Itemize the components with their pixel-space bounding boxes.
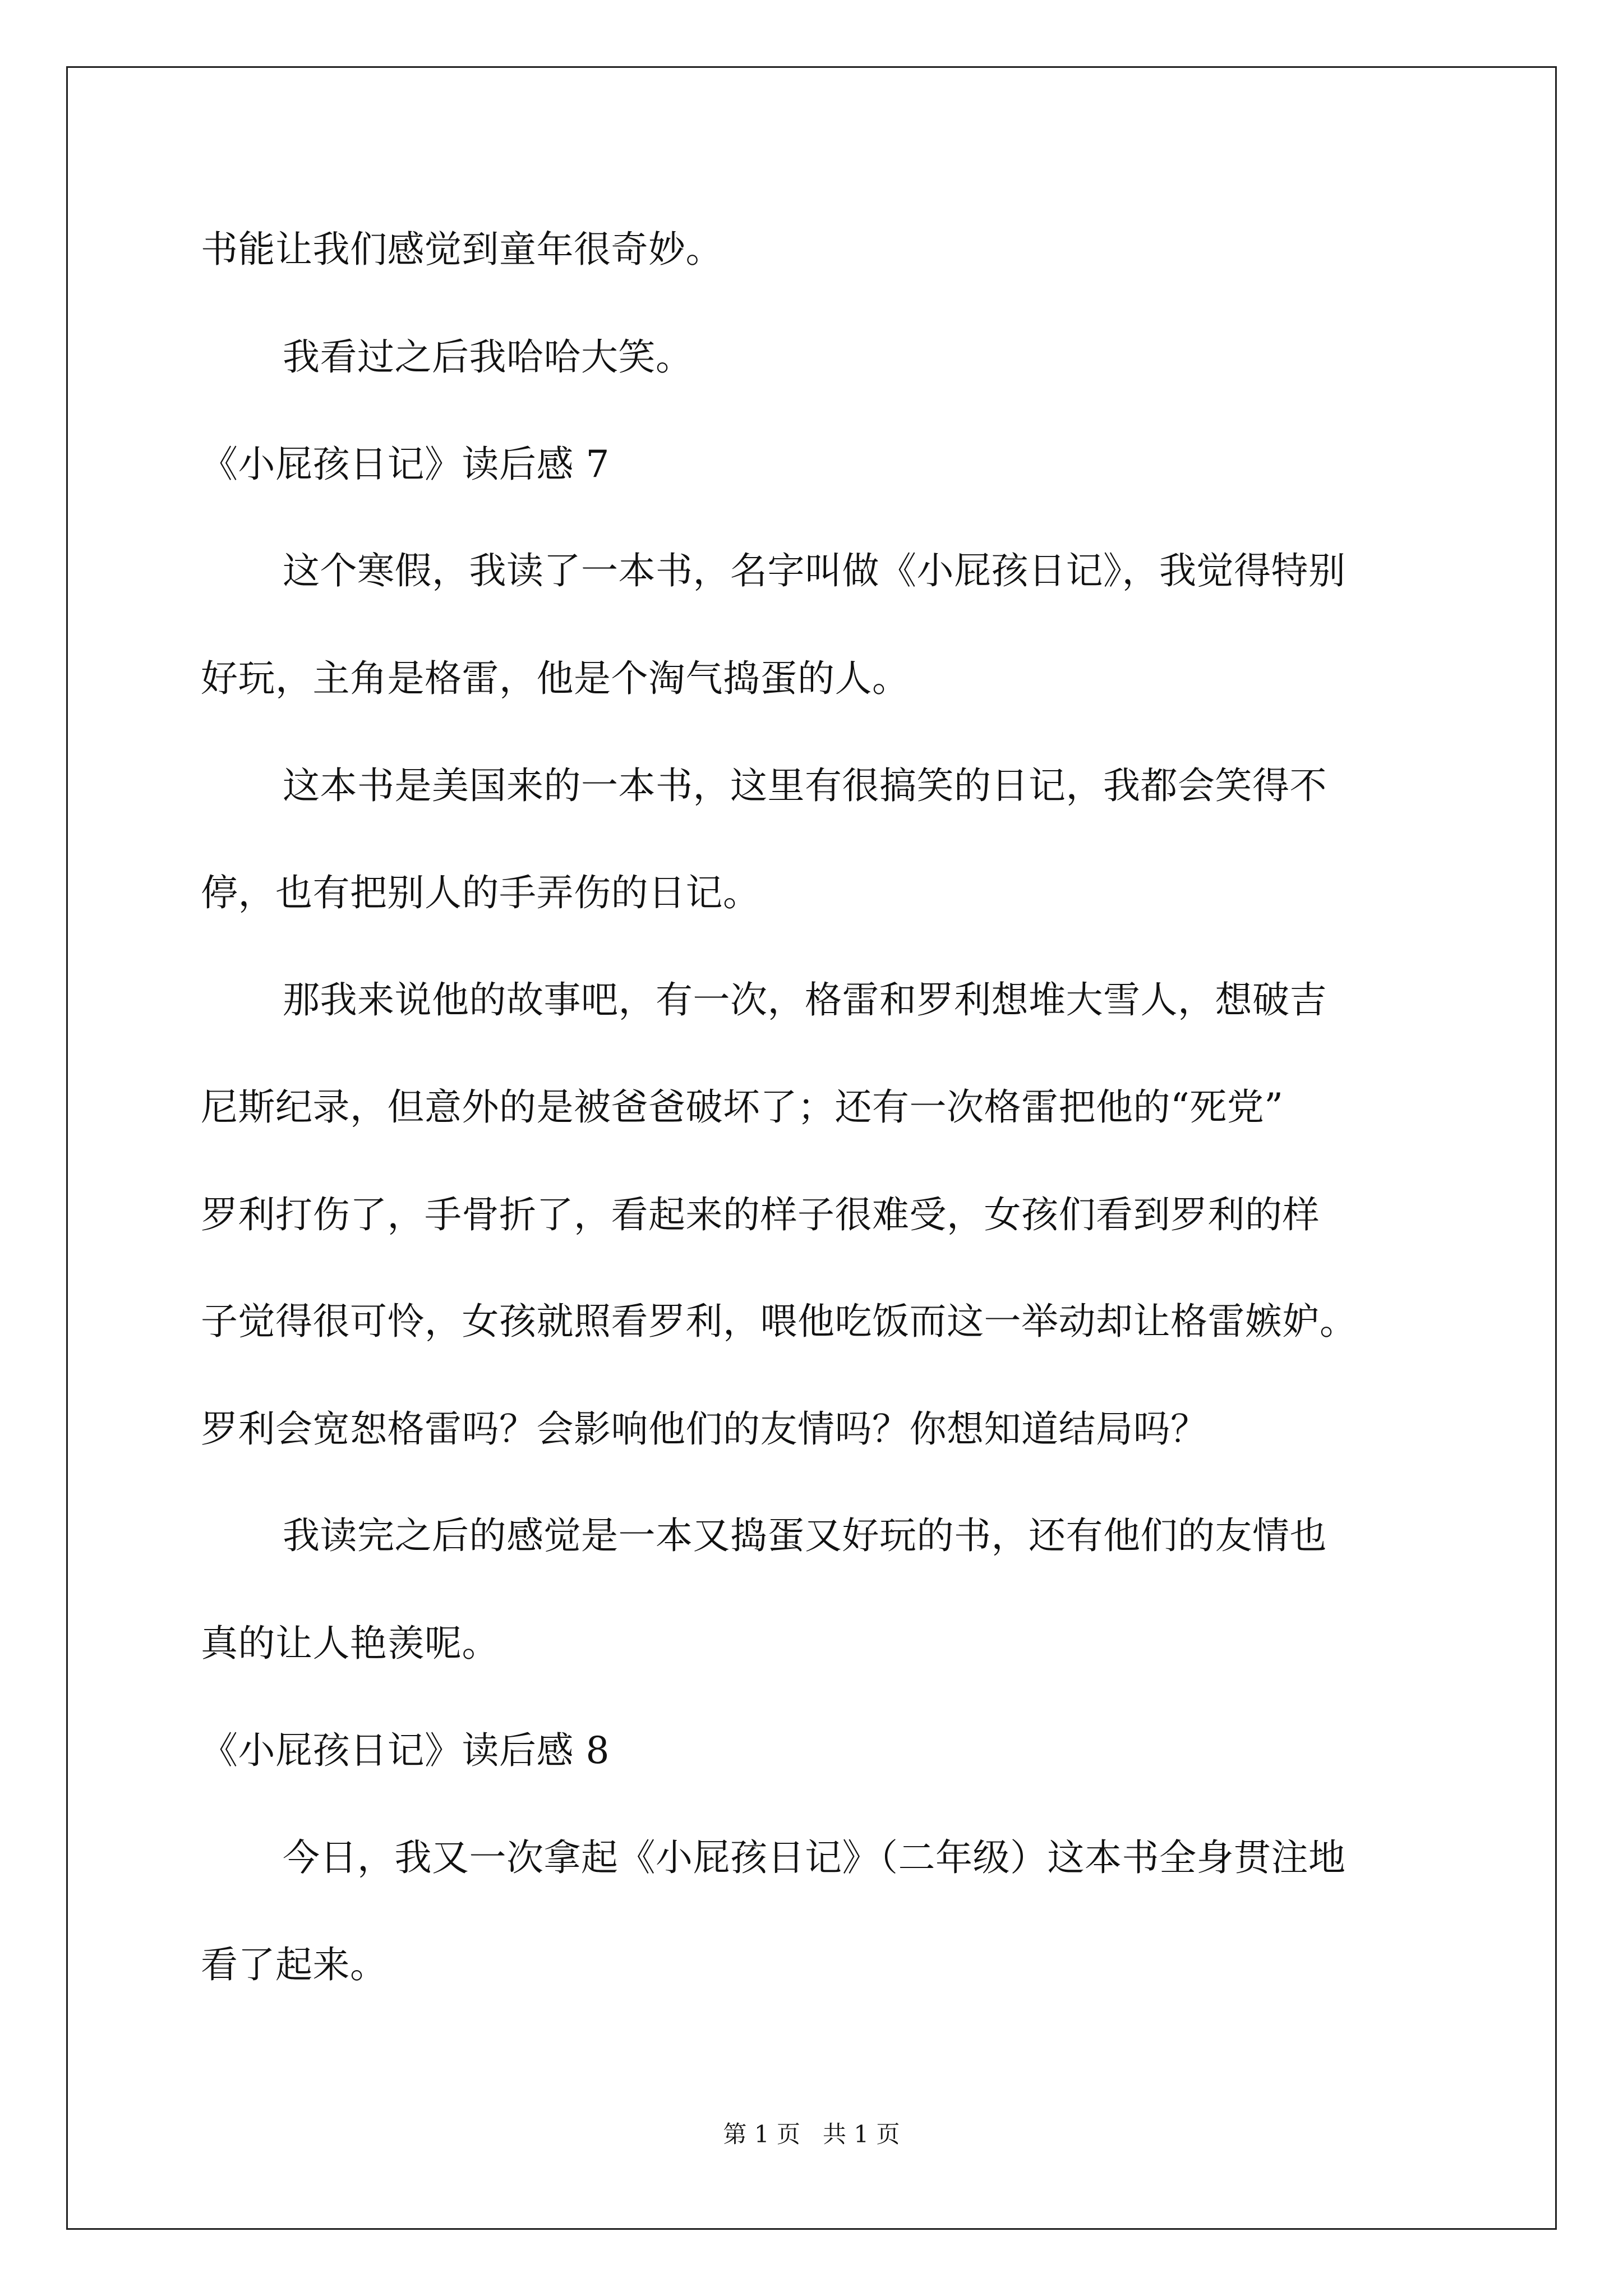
paragraph-line: 真的让人艳羡呢。	[201, 1622, 499, 1665]
paragraph-line: 那我来说他的故事吧，有一次，格雷和罗利想堆大雪人，想破吉	[283, 978, 1327, 1022]
paragraph-line: 罗利打伤了，手骨折了，看起来的样子很难受，女孩们看到罗利的样	[201, 1193, 1320, 1236]
section-heading: 《小屁孩日记》读后感 7	[201, 443, 610, 486]
paragraph-line: 子觉得很可怜，女孩就照看罗利，喂他吃饭而这一举动却让格雷嫉妒。	[201, 1300, 1357, 1343]
paragraph-line: 这本书是美国来的一本书，这里有很搞笑的日记，我都会笑得不	[283, 764, 1327, 807]
page-footer: 第 1 页 共 1 页	[723, 2120, 900, 2148]
paragraph-line: 罗利会宽恕格雷吗？会影响他们的友情吗？你想知道结局吗？	[201, 1407, 1208, 1451]
paragraph-line: 停，也有把别人的手弄伤的日记。	[201, 871, 760, 914]
paragraph-line: 尼斯纪录，但意外的是被爸爸破坏了；还有一次格雷把他的“死党”	[201, 1085, 1284, 1129]
paragraph-line: 看了起来。	[201, 1943, 388, 1986]
section-heading: 《小屁孩日记》读后感 8	[201, 1729, 610, 1772]
paragraph-line: 好玩，主角是格雷，他是个淘气捣蛋的人。	[201, 657, 910, 700]
paragraph-line: 这个寒假，我读了一本书，名字叫做《小屁孩日记》，我觉得特别	[283, 549, 1346, 592]
paragraph-line: 书能让我们感觉到童年很奇妙。	[201, 228, 723, 271]
page-border	[66, 66, 1557, 2230]
paragraph-line: 我读完之后的感觉是一本又捣蛋又好玩的书，还有他们的友情也	[283, 1514, 1327, 1557]
paragraph-line: 我看过之后我哈哈大笑。	[283, 335, 693, 379]
paragraph-line: 今日，我又一次拿起《小屁孩日记》（二年级）这本书全身贯注地	[283, 1836, 1346, 1879]
